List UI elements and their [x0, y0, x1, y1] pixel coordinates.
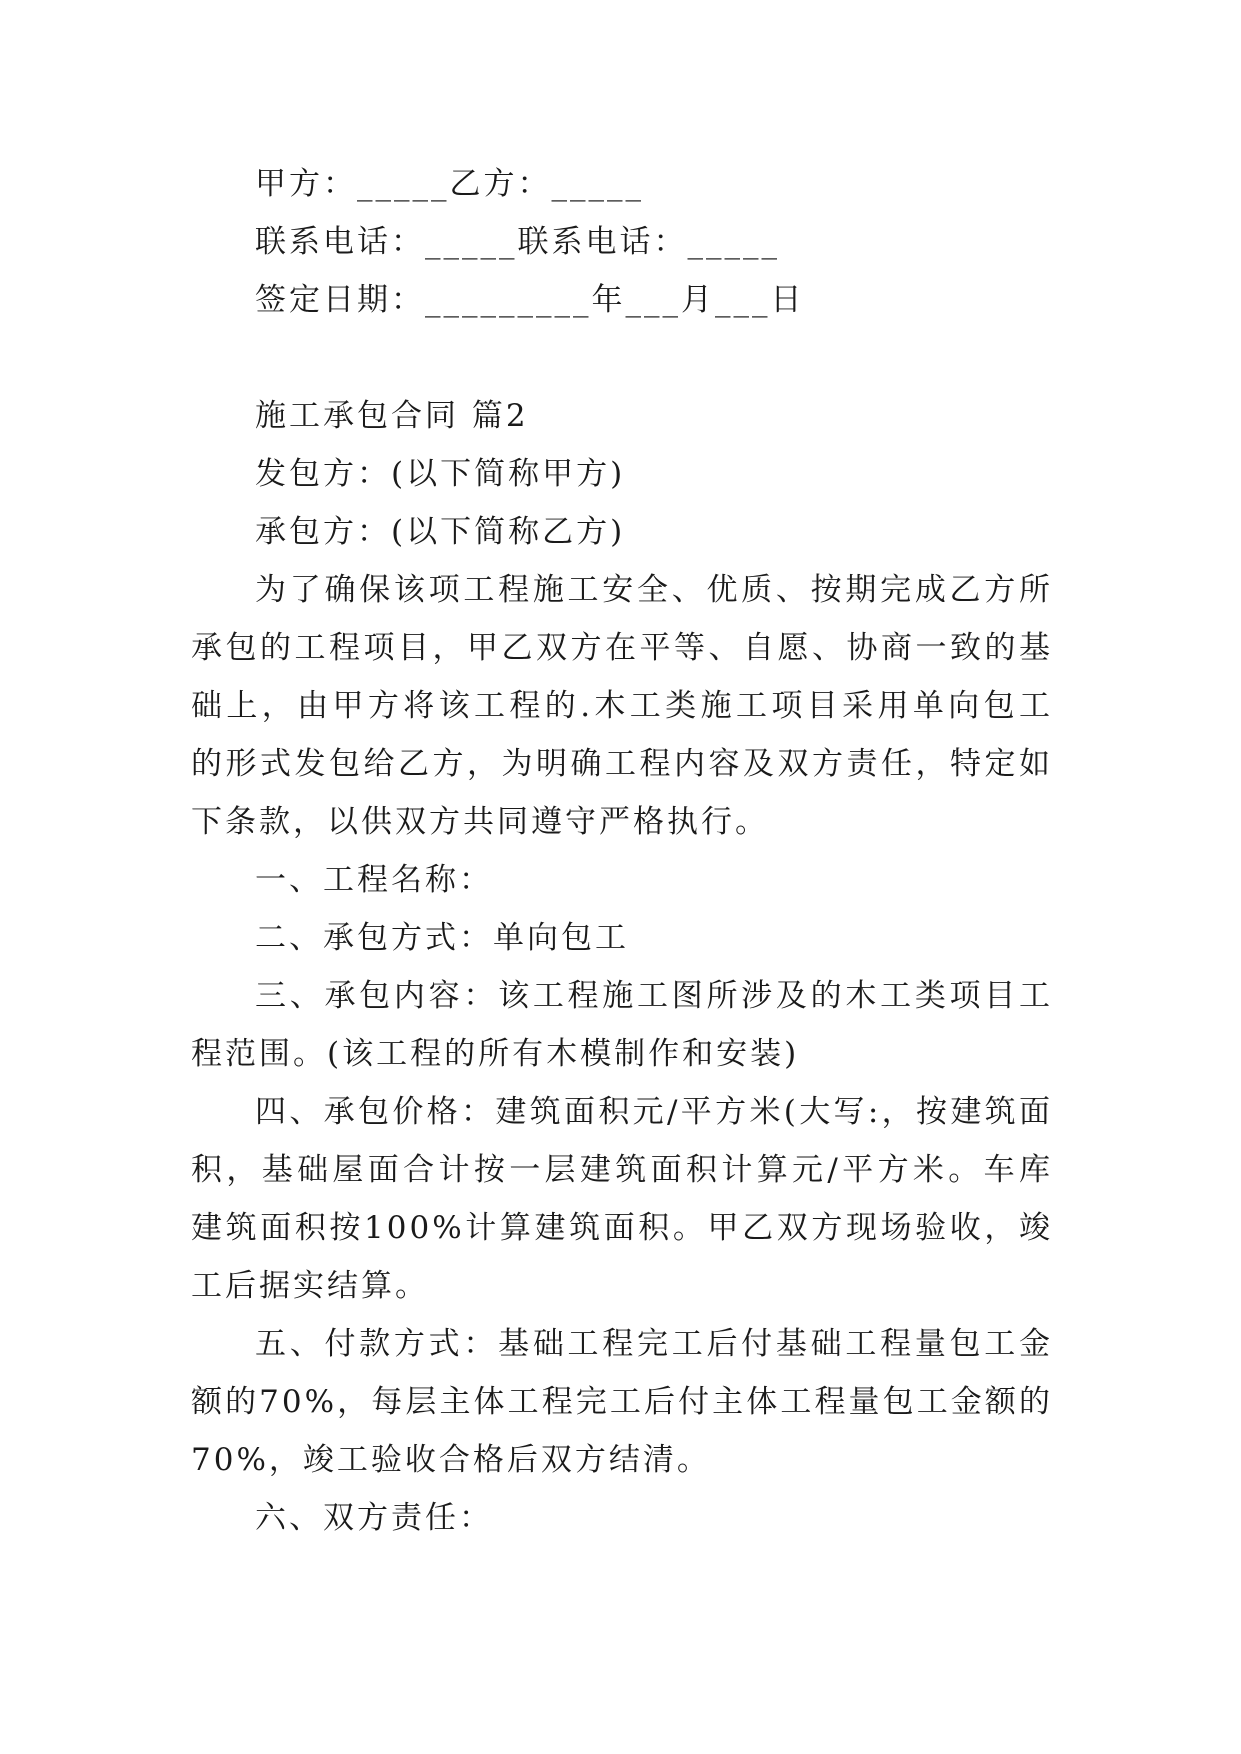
clause-project-name: 一、工程名称：	[255, 862, 493, 898]
contract-title: 施工承包合同 篇2	[255, 398, 529, 434]
clause-responsibilities: 六、双方责任：	[255, 1500, 493, 1536]
party-signature-line: 甲方：_____乙方：_____	[255, 166, 644, 202]
intro-paragraph: 为了确保该项工程施工安全、优质、按期完成乙方所承包的工程项目，甲乙双方在平等、自愿、协商一致的基础上，由甲方将该工程的.木工类施工项目采用单向包工的形式发包给乙方，为明确工程内容及双方责任，特定如下条款，以供双方共同遵守严格执行。	[191, 572, 1053, 840]
clause-contract-scope: 三、承包内容：该工程施工图所涉及的木工类项目工程范围。(该工程的所有木模制作和安装)	[191, 978, 1053, 1072]
phone-signature-line: 联系电话：_____联系电话：_____	[255, 224, 780, 260]
employer-line: 发包方：(以下简称甲方)	[255, 456, 626, 492]
clause-payment-method: 五、付款方式：基础工程完工后付基础工程量包工金额的70%，每层主体工程完工后付主体工程量包工金额的70%，竣工验收合格后双方结清。	[191, 1326, 1053, 1478]
signing-date-line: 签定日期：_________年___月___日	[255, 282, 805, 318]
clause-contract-price: 四、承包价格：建筑面积元/平方米(大写:，按建筑面积，基础屋面合计按一层建筑面积计算元/平方米。车库建筑面积按100%计算建筑面积。甲乙双方现场验收，竣工后据实结算。	[191, 1094, 1053, 1304]
contractor-line: 承包方：(以下简称乙方)	[255, 514, 626, 550]
clause-contract-method: 二、承包方式：单向包工	[255, 920, 629, 956]
section-gap	[191, 329, 1053, 387]
document-body	[191, 155, 1053, 1547]
